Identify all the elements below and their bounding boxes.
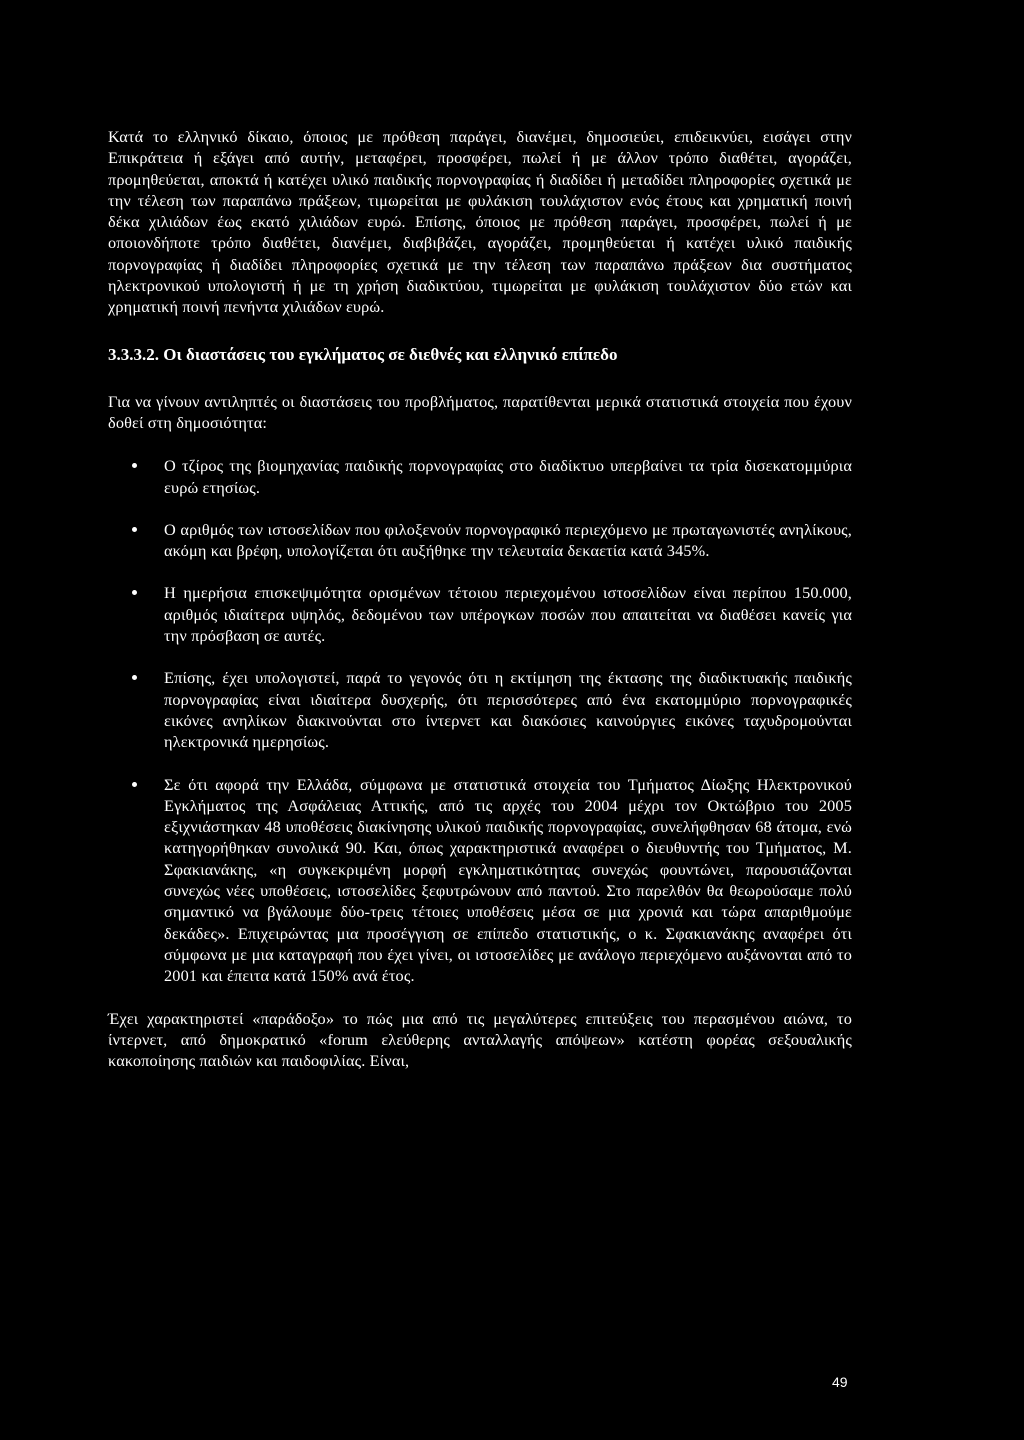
list-item-text: Σε ότι αφορά την Ελλάδα, σύμφωνα με στατιστικά στοιχεία του Τμήματος Δίωξης Ηλεκτρονικού Εγκλήματος της Ασφάλειας Αττικής, από τις αρχές του 2004 μέχρι τον Οκτώβριο του 2005 εξιχνιάστηκαν 48 υποθέσεις διακίνησης υλικού παιδικής πορνογραφίας, συνελήφθησαν 68 άτομα, ενώ κατηγορήθηκαν συνολικά 90. Και, όπως χαρακτηριστικά αναφέρει ο διευθυντής του Τμήματος, Μ. Σφακιανάκης, «η συγκεκριμένη μορφή εγκληματικότητας συνεχώς φουντώνει, παρουσιάζονται συνεχώς νέες υποθέσεις, ιστοσελίδες ξεφυτρώνουν από παντού. Στο παρελθόν θα θεωρούσαμε πολύ σημαντικό να βγάλουμε δύο-τρεις τέτοιες υποθέσεις μέσα σε μια χρονιά και τώρα απαριθμούμε δεκάδες». Επιχειρώντας μια προσέγγιση σε επίπεδο στατιστικής, ο κ. Σφακιανάκης αναφέρει ότι σύμφωνα με μια καταγραφή που έχει γίνει, οι ιστοσελίδες με ανάλογο περιεχόμενο αυξάνονται από το 2001 και έπειτα κατά 150% ανά έτος.: [164, 774, 852, 986]
list-item: [108, 455, 852, 498]
page-number: 49: [832, 1374, 848, 1390]
document-page: [108, 126, 852, 1071]
list-item: [108, 582, 852, 646]
list-item-text: Επίσης, έχει υπολογιστεί, παρά το γεγονός ότι η εκτίμηση της έκτασης της διαδικτυακής παιδικής πορνογραφίας είναι ιδιαίτερα δυσχερής, ότι περισσότερες από ένα εκατομμύριο πορνογραφικές εικόνες ανηλίκων διακινούνται στο ίντερνετ και διακόσιες καινούργιες εικόνες ταχυδρομούνται ηλεκτρονικά ημερησίως.: [164, 668, 852, 752]
statistics-list: [108, 455, 852, 986]
list-item-text: Η ημερήσια επισκεψιμότητα ορισμένων τέτοιου περιεχομένου ιστοσελίδων είναι περίπου 150.000, αριθμός ιδιαίτερα υψηλός, δεδομένου των υπέρογκων ποσών που απαιτείται να διαθέσει κανείς για την πρόσβαση σε αυτές.: [164, 583, 852, 646]
bullet-icon: [132, 463, 137, 468]
intro-paragraph: Για να γίνουν αντιληπτές οι διαστάσεις του προβλήματος, παρατίθενται μερικά στατιστικά στοιχεία που έχουν δοθεί στη δημοσιότητα:: [108, 391, 852, 432]
list-item: [108, 519, 852, 562]
bullet-icon: [132, 782, 137, 787]
section-heading: 3.3.3.2. Οι διαστάσεις του εγκλήματος σε διεθνές και ελληνικό επίπεδο: [108, 344, 618, 364]
bullet-icon: [132, 527, 137, 532]
list-item-text: Ο αριθμός των ιστοσελίδων που φιλοξενούν πορνογραφικό περιεχόμενο με πρωταγωνιστές ανηλίκους, ακόμη και βρέφη, υπολογίζεται ότι αυξήθηκε την τελευταία δεκαετία κατά 345%.: [164, 519, 852, 561]
list-item: [108, 774, 852, 987]
opening-paragraph: Κατά το ελληνικό δίκαιο, όποιος με πρόθεση παράγει, διανέμει, δημοσιεύει, επιδεικνύει, εισάγει στην Επικράτεια ή εξάγει από αυτήν, μεταφέρει, προσφέρει, πωλεί ή με άλλον τρόπο διαθέτει, αγοράζει, προμηθεύεται, αποκτά ή κατέχει υλικό παιδικής πορνογραφίας ή διαδίδει ή μεταδίδει πληροφορίες σχετικά με την τέλεση των παραπάνω πράξεων, τιμωρείται με φυλάκιση τουλάχιστον ενός έτους και χρηματική ποινή δέκα χιλιάδων έως εκατό χιλιάδων ευρώ. Επίσης, όποιος με πρόθεση παράγει, προσφέρει, πωλεί ή με οποιονδήποτε τρόπο διαθέτει, διανέμει, διαβιβάζει, αγοράζει, προμηθεύεται ή κατέχει υλικό παιδικής πορνογραφίας ή διαδίδει πληροφορίες σχετικά με την τέλεση των παραπάνω πράξεων δια συστήματος ηλεκτρονικού υπολογιστή ή με τη χρήση διαδικτύου, τιμωρείται με φυλάκιση τουλάχιστον δύο ετών και χρηματική ποινή πενήντα χιλιάδων ευρώ.: [108, 127, 852, 317]
list-item: [108, 667, 852, 752]
list-item-text: Ο τζίρος της βιομηχανίας παιδικής πορνογραφίας στο διαδίκτυο υπερβαίνει τα τρία δισεκατομμύρια ευρώ ετησίως.: [164, 456, 852, 497]
bullet-icon: [132, 590, 137, 595]
closing-paragraph: Έχει χαρακτηριστεί «παράδοξο» το πώς μια από τις μεγαλύτερες επιτεύξεις του περασμένου αιώνα, το ίντερνετ, από δημοκρατικό «forum ελεύθερης ανταλλαγής απόψεων» κατέστη φορέας σεξουαλικής κακοποίησης παιδιών και παιδοφιλίας. Είναι,: [108, 1008, 852, 1071]
bullet-icon: [132, 675, 137, 680]
